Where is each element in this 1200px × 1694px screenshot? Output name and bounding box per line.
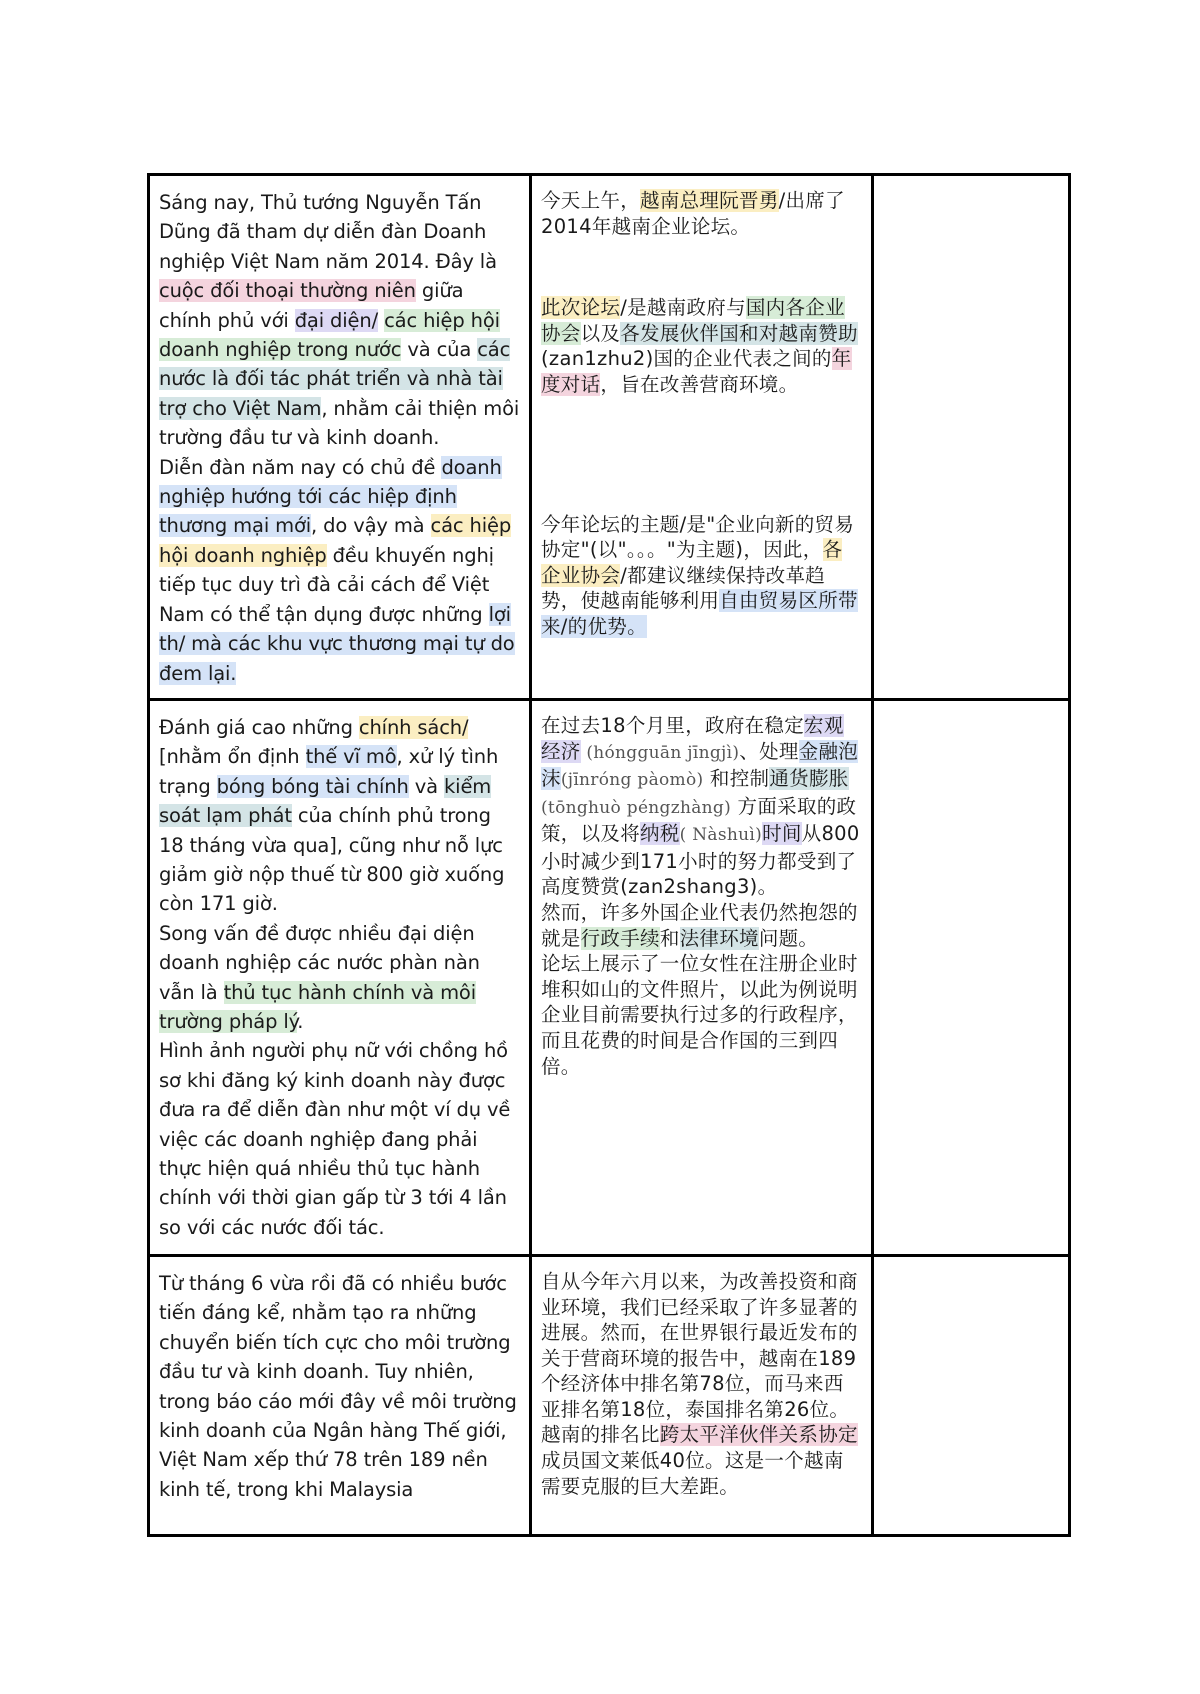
empty-notes-cell — [873, 1255, 1070, 1535]
text-segment: , nhằm cải thiện môi trường đầu tư và kinh doanh. — [159, 396, 520, 450]
chinese-cell — [531, 699, 873, 1255]
vietnamese-cell — [149, 175, 531, 700]
highlighted-phrase: 时间 — [762, 822, 802, 846]
text-segment: /出席了2014年越南企业论坛。 — [541, 189, 845, 238]
highlighted-phrase: các hiệp hội doanh nghiệp — [159, 514, 512, 567]
vietnamese-cell — [149, 699, 531, 1255]
highlighted-phrase: lợi th/ mà các khu vực thương mại tự do đem lại. — [159, 602, 515, 685]
text-segment: Diễn đàn năm nay có chủ đề — [159, 455, 442, 479]
highlighted-phrase: 行政手续 — [580, 926, 660, 950]
text-segment: Hình ảnh người phụ nữ với chồng hồ sơ khi đăng ký kinh doanh này được đưa ra để diễn đàn như một ví dụ về việc các doanh nghiệp đang phải thực hiện quá nhiều thủ tục hành chính với thời gian gấp từ 3 tới 4 lần so với các nước đối tác. — [159, 1039, 511, 1239]
vietnamese-cell — [149, 1255, 531, 1535]
highlighted-phrase: 越南总理阮晋勇 — [640, 189, 779, 212]
text-segment: Đánh giá cao những — [159, 715, 359, 739]
text-segment: 论坛上展示了一位女性在注册企业时堆积如山的文件照片，以此为例说明企业目前需要执行过多的行政程序，而且花费的时间是合作国的三到四倍。 — [541, 952, 858, 1078]
pinyin-annotation: (tōnghuò péngzhàng) — [541, 797, 732, 818]
chinese-cell — [531, 1255, 873, 1535]
text-segment: 问题。 — [758, 926, 819, 950]
text-segment: 成员国文莱低40位。这是一个越南需要克服的巨大差距。 — [541, 1449, 844, 1498]
highlighted-phrase: bóng bóng tài chính — [216, 774, 409, 798]
text-segment: 从800小时减少到171小时的努力都受到了高度赞赏(zan2shang3)。 — [541, 822, 860, 899]
vietnamese-paragraph — [159, 919, 520, 1037]
text-segment: . — [297, 1009, 304, 1033]
text-segment: ，旨在改善营商环境。 — [600, 372, 799, 396]
text-segment: /是越南政府与 — [620, 296, 746, 320]
table-row — [149, 175, 1070, 700]
chinese-paragraph — [541, 512, 862, 640]
highlighted-phrase: đại diện/ — [294, 308, 379, 332]
pinyin-annotation: (jīnróng pàomò) — [560, 770, 704, 791]
text-segment: Sáng nay, Thủ tướng Nguyễn Tấn Dũng đã tham dự diễn đàn Doanh nghiệp Việt Nam năm 2014. Đây là — [159, 191, 497, 273]
highlighted-phrase: 各发展伙伴国和对越南赞助 — [620, 321, 858, 345]
text-segment: Từ tháng 6 vừa rồi đã có nhiều bước tiến đáng kể, nhằm tạo ra những chuyển biến tích cực cho môi trường đầu tư và kinh doanh. Tuy nhiên, trong báo cáo mới đây về môi trường kinh doanh của Ngân hàng Thế giới, Việt Nam xếp thứ 78 trên 189 nền kinh tế, trong khi Malaysia — [159, 1271, 517, 1501]
highlighted-phrase: các hiệp hội doanh nghiệp trong nước — [159, 308, 500, 362]
text-segment: 以及 — [580, 321, 621, 345]
text-segment: 今年论坛的主题/是"企业向新的贸易协定"(以"。。。"为主题)，因此， — [541, 512, 855, 562]
text-segment: 自从今年六月以来，为改善投资和商业环境，我们已经采取了许多显著的进展。然而，在世界银行最近发布的关于营商环境的报告中，越南在189个经济体中排名第78位，而马来西亚排名第18位，泰国排名第26位。 — [541, 1269, 858, 1421]
text-segment: 然而，许多外国企业代表仍然抱怨的就是 — [541, 901, 858, 950]
table-row — [149, 699, 1070, 1255]
empty-notes-cell — [873, 699, 1070, 1255]
text-segment: của chính phủ trong 18 tháng vừa qua], cũng như nỗ lực giảm giờ nộp thuế từ 800 giờ xuống còn 171 giờ. — [159, 804, 505, 916]
highlighted-phrase: 宏观经济 — [541, 713, 844, 763]
highlighted-phrase: 国内各企业协会 — [541, 296, 845, 345]
highlighted-phrase: chính sách/ — [358, 715, 469, 739]
text-segment: và của — [401, 338, 478, 362]
highlighted-phrase: cuộc đối thoại thường niên — [159, 279, 416, 303]
text-segment: 越南的排名比 — [541, 1423, 660, 1447]
pinyin-annotation: ( Nàshuì) — [679, 825, 763, 846]
vietnamese-paragraph — [159, 1036, 520, 1242]
highlighted-phrase: 法律环境 — [679, 926, 759, 950]
translation-table — [147, 173, 1071, 1537]
highlighted-phrase: 此次论坛 — [541, 296, 621, 320]
table-row — [149, 1255, 1070, 1535]
chinese-paragraph — [541, 1422, 862, 1499]
pinyin-annotation: (hóngguān jīngjì) — [580, 742, 740, 763]
text-segment: 和控制 — [703, 767, 770, 791]
highlighted-phrase: doanh nghiệp hướng tới các hiệp định thương mại mới — [159, 455, 502, 538]
chinese-paragraph — [541, 1269, 862, 1423]
text-segment: , xử lý tình trạng — [159, 745, 499, 798]
highlighted-phrase: thế vĩ mô — [305, 745, 397, 769]
highlighted-phrase: 跨太平洋伙伴关系协定 — [659, 1423, 858, 1447]
highlighted-phrase: 自由贸易区所带来/的优势。 — [541, 589, 858, 638]
text-segment: 今天上午， — [541, 189, 641, 212]
chinese-paragraph — [541, 951, 862, 1079]
text-segment: /都建议继续保持改革趋势，使越南能够利用 — [541, 563, 826, 613]
text-segment: đều khuyến nghị tiếp tục duy trì đà cải cách để Việt Nam có thể tận dụng được những — [159, 543, 494, 626]
text-segment: 、处理 — [739, 739, 799, 763]
chinese-paragraph — [541, 713, 862, 900]
chinese-paragraph — [541, 900, 862, 951]
highlighted-phrase: kiểm soát lạm phát — [159, 774, 492, 828]
vietnamese-paragraph — [159, 188, 520, 453]
text-segment: và — [408, 774, 445, 798]
text-segment: 在过去18个月里，政府在稳定 — [541, 713, 805, 737]
text-segment: 方面采取的政策，以及将 — [541, 794, 857, 846]
text-segment: Song vấn đề được nhiều đại diện doanh nghiệp các nước phàn nàn vẫn là — [159, 921, 480, 1004]
chinese-paragraph — [541, 188, 862, 239]
chinese-paragraph — [541, 295, 862, 397]
vietnamese-paragraph — [159, 713, 520, 919]
highlighted-phrase: 金融泡沫 — [541, 739, 859, 791]
highlighted-phrase: 各企业协会 — [541, 538, 843, 587]
empty-notes-cell — [873, 175, 1070, 700]
highlighted-phrase: các nước là đối tác phát triển và nhà tài trợ cho Việt Nam — [159, 338, 511, 420]
text-segment: giữa chính phủ với — [159, 279, 464, 332]
highlighted-phrase: thủ tục hành chính và môi trường pháp lý — [159, 980, 476, 1033]
vietnamese-paragraph — [159, 1269, 520, 1504]
text-segment: , do vậy mà — [311, 514, 431, 538]
highlighted-phrase: 年度对话 — [541, 347, 852, 396]
text-segment: [nhằm ổn định — [159, 745, 306, 769]
text-segment: 和 — [659, 926, 680, 950]
highlighted-phrase: 纳税 — [640, 822, 680, 846]
text-segment: (zan1zhu2)国的企业代表之间的 — [541, 347, 832, 371]
highlighted-phrase: 通货膨胀 — [769, 767, 849, 791]
chinese-cell — [531, 175, 873, 700]
vietnamese-paragraph — [159, 453, 520, 688]
